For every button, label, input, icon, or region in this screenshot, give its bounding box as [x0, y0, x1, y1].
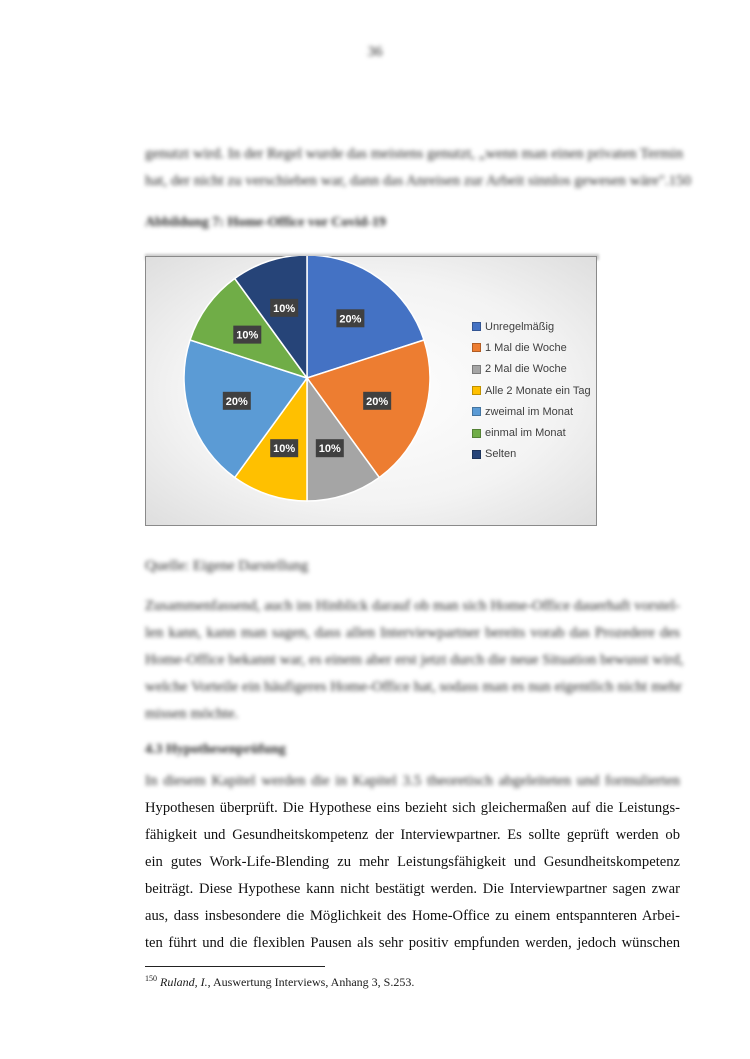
legend-label: zweimal im Monat	[485, 405, 574, 418]
legend-item	[472, 444, 592, 465]
summary-line: missen möchte.	[145, 706, 239, 722]
footnote-text: , Auswertung Interviews, Anhang 3, S.253.	[207, 975, 415, 989]
legend-swatch	[472, 407, 481, 416]
body-line: beiträgt. Diese Hypothese kann nicht bestätigt werden. Die Interviewpartner sagen zwar	[145, 881, 680, 897]
legend-swatch	[472, 322, 481, 331]
data-label: 20%	[339, 313, 362, 326]
section-line: In diesem Kapitel werden die in Kapitel 3.5 theoretisch abgeleiteten und formulierten	[145, 773, 680, 789]
page-number: 36	[367, 44, 383, 60]
legend-swatch	[472, 429, 481, 438]
legend-swatch	[472, 450, 481, 459]
data-label: 10%	[318, 443, 341, 456]
chart-legend	[472, 316, 592, 465]
footnote	[145, 974, 414, 990]
body-paragraph	[145, 795, 680, 957]
footnote-author: Ruland, I.	[160, 975, 208, 989]
legend-item	[472, 359, 592, 380]
body-line: aus, dass insbesondere die Möglichkeit des Home-Office zu einem entspannteren Arbei-	[145, 908, 680, 924]
body-line: ten führt und die flexiblen Pausen als sehr positiv empfunden werden, jedoch wünschen	[145, 935, 680, 951]
legend-item	[472, 401, 592, 422]
data-label: 10%	[236, 329, 259, 342]
legend-label: Alle 2 Monate ein Tag	[485, 384, 591, 397]
summary-line: Zusammenfassend, auch im Hinblick darauf ob man sich Home-Office dauerhaft vorstel-	[145, 598, 680, 614]
summary-line: len kann, kann man sagen, dass allen Interviewpartner bereits vorab das Prozedere des	[145, 625, 680, 641]
legend-item	[472, 380, 592, 401]
summary-line: welche Vorteile ein häufigeres Home-Office hat, sodass man es nun eigentlich nicht mehr	[145, 679, 682, 695]
body-line: ein gutes Work-Life-Blending zu mehr Leistungsfähigkeit und Gesundheitskompetenz	[145, 854, 680, 870]
legend-item	[472, 316, 592, 337]
body-line: Hypothesen überprüft. Die Hypothese eins bezieht sich gleichermaßen auf die Leistungs-	[145, 800, 680, 816]
legend-label: 2 Mal die Woche	[485, 363, 567, 376]
footnote-rule	[145, 966, 325, 967]
legend-item	[472, 337, 592, 358]
legend-label: einmal im Monat	[485, 427, 566, 440]
intro-line: genutzt wird. In der Regel wurde das meistens genutzt, „wenn man einen privaten Termin	[145, 146, 684, 162]
pie-chart	[145, 256, 465, 526]
legend-label: 1 Mal die Woche	[485, 341, 567, 354]
legend-swatch	[472, 386, 481, 395]
legend-swatch	[472, 343, 481, 352]
legend-swatch	[472, 365, 481, 374]
footnote-number: 150	[145, 974, 157, 983]
legend-label: Unregelmäßig	[485, 320, 555, 333]
legend-item	[472, 422, 592, 443]
data-label: 20%	[366, 395, 389, 408]
legend-label: Selten	[485, 448, 517, 461]
body-line: fähigkeit und Gesundheitskompetenz der Interviewpartner. Es sollte geprüft werden ob	[145, 827, 680, 843]
summary-paragraph	[145, 593, 684, 728]
intro-paragraph	[145, 141, 692, 195]
data-label: 20%	[225, 395, 248, 408]
data-label: 10%	[273, 302, 296, 315]
summary-line: Home-Office bekannt war, es einem aber erst jetzt durch die neue Situation bewusst wird,	[145, 652, 684, 668]
section-first-line	[145, 768, 680, 795]
intro-line: hat, der nicht zu verschieben war, dann das Anreisen zur Arbeit sinnlos gewesen wäre".150	[145, 173, 692, 189]
figure-caption: Abbildung 7: Home-Office vor Covid-19	[145, 215, 386, 230]
section-heading: 4.3 Hypothesenprüfung	[145, 742, 286, 757]
source-note: Quelle: Eigene Darstellung	[145, 558, 309, 574]
data-label: 10%	[273, 443, 296, 456]
